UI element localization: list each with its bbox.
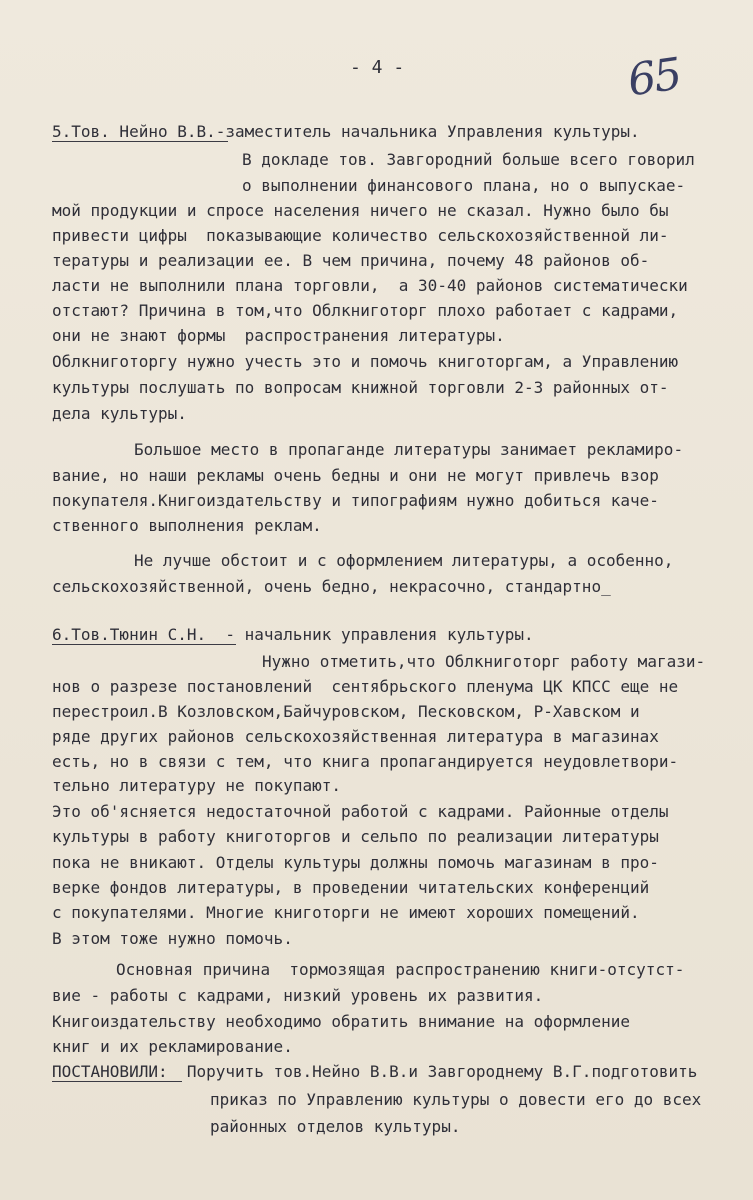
text-line: Большое место в пропаганде литературы занимает рекламиро- xyxy=(134,440,684,459)
speaker-6-underline xyxy=(52,644,236,645)
text-line: В этом тоже нужно помочь. xyxy=(52,929,293,948)
text-line: Нужно отметить,что Облкниготорг работу магази- xyxy=(262,652,706,671)
text-line: покупателя.Книгоиздательству и типографиям нужно добиться каче- xyxy=(52,491,659,510)
text-line: районных отделов культуры. xyxy=(210,1117,461,1136)
text-line: сельскохозяйственной, очень бедно, некрасочно, стандартно_ xyxy=(52,577,611,596)
text-line: Облкниготоргу нужно учесть это и помочь книготоргам, а Управлению xyxy=(52,352,679,371)
text-line: Не лучше обстоит и с оформлением литературы, а особенно, xyxy=(134,551,674,570)
text-line: вие - работы с кадрами, низкий уровень их развития. xyxy=(52,986,544,1005)
text-line: Основная причина тормозящая распространению книги-отсутст- xyxy=(116,960,685,979)
handwritten-page-mark: 65 xyxy=(624,48,684,107)
resolution-line: ПОСТАНОВИЛИ: Поручить тов.Нейно В.В.и Завгороднему В.Г.подготовить xyxy=(52,1062,698,1081)
speaker-5-heading: 5.Тов. Нейно В.В.-заместитель начальника Управления культуры. xyxy=(52,122,640,141)
text-line: отстают? Причина в том,что Облкниготорг плохо работает с кадрами, xyxy=(52,301,679,320)
text-line: ласти не выполнили плана торговли, а 30-40 районов систематически xyxy=(52,276,688,295)
text-line: о выполнении финансового плана, но о выпускае- xyxy=(242,176,686,195)
text-line: есть, но в связи с тем, что книга пропагандируется неудовлетвори- xyxy=(52,752,679,771)
text-line: привести цифры показывающие количество сельскохозяйственной ли- xyxy=(52,226,669,245)
text-line: книг и их рекламирование. xyxy=(52,1037,293,1056)
text-line: тературы и реализации ее. В чем причина, почему 48 районов об- xyxy=(52,251,650,270)
speaker-5-underline xyxy=(52,141,228,142)
text-line: нов о разрезе постановлений сентябрьского пленума ЦК КПСС еще не xyxy=(52,677,679,696)
text-line: Это об'ясняется недостаточной работой с кадрами. Районные отделы xyxy=(52,802,669,821)
page-number: - 4 - xyxy=(350,57,405,78)
text-line: с покупателями. Многие книготорги не имеют хороших помещений. xyxy=(52,903,640,922)
text-line: тельно литературу не покупают. xyxy=(52,776,341,795)
text-line: Книгоиздательству необходимо обратить внимание на оформление xyxy=(52,1012,630,1031)
text-line: пока не вникают. Отделы культуры должны помочь магазинам в про- xyxy=(52,853,659,872)
text-line: культуры в работу книготоргов и сельпо по реализации литературы xyxy=(52,827,659,846)
text-line: они не знают формы распространения литературы. xyxy=(52,326,505,345)
text-line: приказ по Управлению культуры о довести его до всех xyxy=(210,1090,702,1109)
text-line: культуры послушать по вопросам книжной торговли 2-3 районных от- xyxy=(52,378,669,397)
resolution-underline xyxy=(52,1081,182,1082)
text-line: ряде других районов сельскохозяйственная литература в магазинах xyxy=(52,727,659,746)
text-line: дела культуры. xyxy=(52,404,187,423)
text-line: вание, но наши рекламы очень бедны и они не могут привлечь взор xyxy=(52,466,659,485)
text-line: перестроил.В Козловском,Байчуровском, Песковском, Р-Хавском и xyxy=(52,702,640,721)
text-line: верке фондов литературы, в проведении читательских конференций xyxy=(52,878,650,897)
text-line: мой продукции и спросе населения ничего не сказал. Нужно было бы xyxy=(52,201,669,220)
text-line: В докладе тов. Завгородний больше всего говорил xyxy=(242,150,695,169)
speaker-6-heading: 6.Тов.Тюнин С.Н. - начальник управления культуры. xyxy=(52,625,534,644)
text-line: ственного выполнения реклам. xyxy=(52,516,322,535)
